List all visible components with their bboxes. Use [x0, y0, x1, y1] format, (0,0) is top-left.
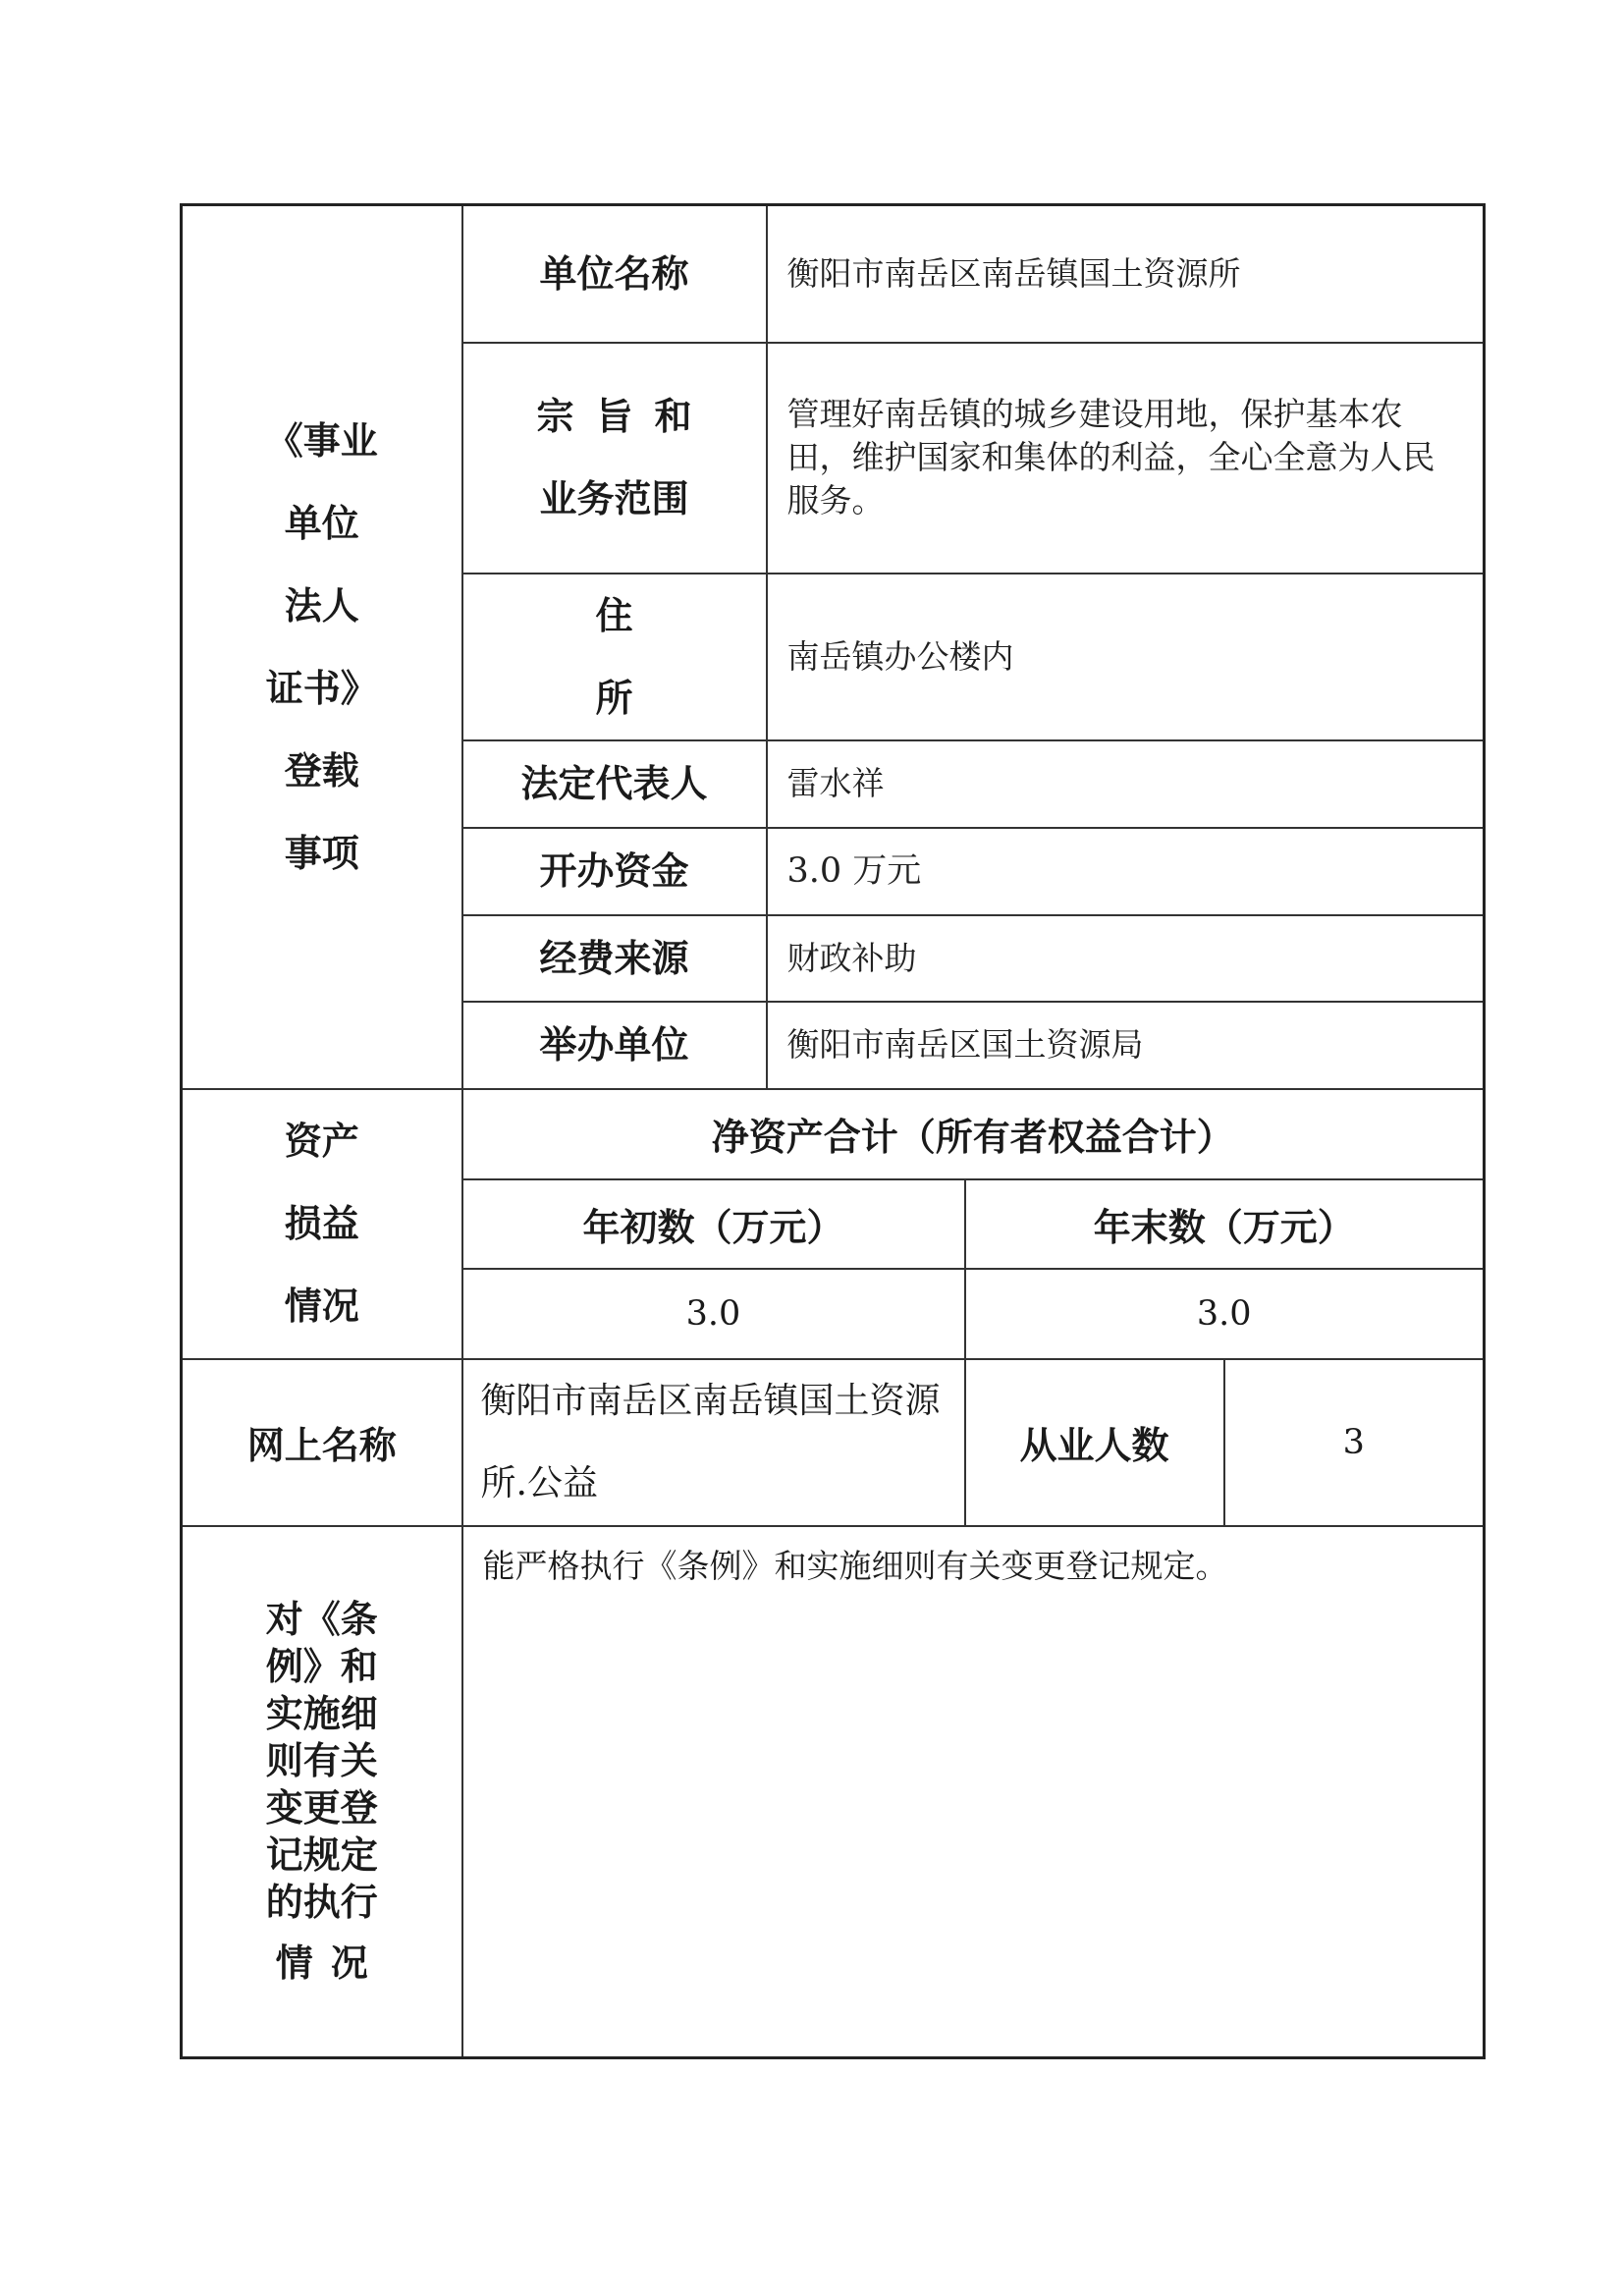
label-line: 情况: [275, 1941, 386, 1986]
label-line: 《事业: [265, 417, 378, 463]
label-line: 事项: [284, 830, 359, 875]
label-line: 情况: [284, 1284, 359, 1328]
address-label: 住所: [462, 574, 767, 740]
unit-name-label: 单位名称: [462, 205, 767, 343]
begin-year-value: 3.0: [462, 1269, 965, 1359]
address-value: 南岳镇办公楼内: [767, 574, 1485, 740]
funding-source-label: 经费来源: [462, 915, 767, 1002]
label-line: 对《条: [265, 1597, 378, 1642]
purpose-label-line-2: 业务范围: [539, 476, 689, 520]
label-line: 的执行: [265, 1880, 378, 1925]
registration-section-label: [182, 205, 462, 1089]
label-line: 资产: [284, 1119, 359, 1163]
sponsor-value: 衡阳市南岳区国土资源局: [767, 1002, 1485, 1089]
legal-rep-value: 雷水祥: [767, 740, 1485, 828]
online-name-value: 衡阳市南岳区南岳镇国土资源所.公益: [462, 1359, 965, 1526]
end-year-value: 3.0: [965, 1269, 1485, 1359]
registration-form-table: [180, 203, 1486, 2059]
label-line: 实施细: [265, 1691, 378, 1736]
label-line: 登载: [284, 747, 359, 793]
execution-section-label: [182, 1526, 462, 2058]
staff-count-value: 3: [1224, 1359, 1485, 1526]
capital-label: 开办资金: [462, 828, 767, 915]
label-line: 则有关: [265, 1738, 378, 1783]
capital-value: 3.0 万元: [767, 828, 1485, 915]
online-name-label: 网上名称: [182, 1359, 462, 1526]
purpose-label: [462, 343, 767, 574]
label-line: 证书》: [265, 665, 378, 710]
unit-name-value: 衡阳市南岳区南岳镇国土资源所: [767, 205, 1485, 343]
label-line: 法人: [284, 582, 359, 628]
begin-year-label: 年初数（万元）: [462, 1179, 965, 1269]
assets-section-label: [182, 1089, 462, 1359]
net-assets-header: 净资产合计（所有者权益合计）: [462, 1089, 1485, 1179]
legal-rep-label: 法定代表人: [462, 740, 767, 828]
label-line: 损益: [284, 1201, 359, 1245]
label-line: 变更登: [265, 1785, 378, 1831]
execution-value: 能严格执行《条例》和实施细则有关变更登记规定。: [462, 1526, 1485, 2058]
purpose-value: 管理好南岳镇的城乡建设用地，保护基本农田，维护国家和集体的利益，全心全意为人民服务。: [767, 343, 1485, 574]
label-line: 记规定: [265, 1832, 378, 1878]
funding-source-value: 财政补助: [767, 915, 1485, 1002]
label-line: 单位: [284, 500, 359, 545]
sponsor-label: 举办单位: [462, 1002, 767, 1089]
purpose-label-line-1: 宗旨和: [536, 394, 714, 438]
label-line: 例》和: [265, 1644, 378, 1689]
staff-count-label: 从业人数: [965, 1359, 1224, 1526]
end-year-label: 年末数（万元）: [965, 1179, 1485, 1269]
